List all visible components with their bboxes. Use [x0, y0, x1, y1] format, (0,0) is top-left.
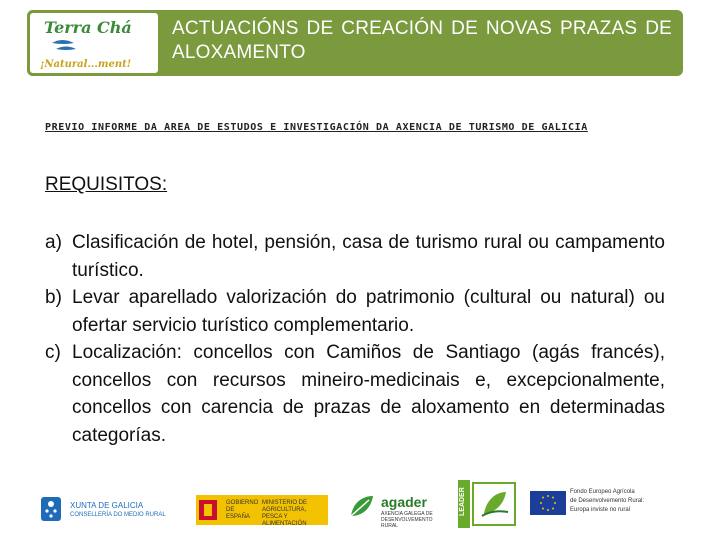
agader-logo — [347, 492, 437, 528]
list-marker: a) — [45, 232, 62, 253]
eu-line1: Fondo Europeo Agrícola — [570, 489, 635, 495]
list-item — [45, 284, 665, 339]
logo-text-bottom: ¡Natural...ment! — [40, 59, 132, 70]
terra-cha-logo-graphic — [30, 13, 158, 73]
list-item-text: Clasificación de hotel, pensión, casa de turismo rural ou campamento turístico. — [72, 232, 665, 281]
leader-logo — [458, 480, 516, 530]
agader-name: agader — [381, 494, 427, 510]
list-marker: c) — [45, 342, 61, 363]
list-item-text: Localización: concellos con Camiños de Santiago (agás francés), concellos con recursos mineiro-medicinais e, excepcionalmente, concellos con carencia de prazas de aloxamento en determinadas categorías. — [72, 342, 665, 446]
agader-sub: AXENCIA GALEGA DE DESENVOLVEMENTO RURAL — [381, 511, 433, 529]
list-item — [45, 229, 665, 284]
page-title: ACTUACIÓNS DE CREACIÓN DE NOVAS PRAZAS DE ALOXAMENTO — [172, 18, 672, 63]
footer-logos — [0, 475, 720, 535]
spain-crest-icon — [196, 495, 222, 525]
xunta-shield-icon — [37, 495, 65, 523]
agader-leaf-icon — [347, 492, 377, 522]
leader-text: LEADER — [459, 487, 466, 516]
list-item — [45, 339, 665, 449]
requisitos-list — [45, 229, 665, 449]
report-subtitle: PREVIO INFORME DA AREA DE ESTUDOS E INVESTIGACIÓN DA AXENCIA DE TURISMO DE GALICIA — [45, 122, 588, 133]
eu-flag-icon — [530, 491, 566, 515]
gobierno-line1: GOBIERNO DE ESPAÑA — [226, 500, 259, 520]
logo-text-top: Terra Chá — [44, 18, 132, 37]
list-item-text: Levar aparellado valorización do patrimonio (cultural ou natural) ou ofertar servicio turístico complementario. — [72, 287, 665, 336]
gobierno-line2: MINISTERIO DE AGRICULTURA, PESCA Y ALIMENTACIÓN — [262, 500, 308, 527]
eu-line3: Europa inviste no rural — [570, 507, 631, 513]
xunta-line1: XUNTA DE GALICIA — [70, 501, 144, 510]
terra-cha-logo — [27, 10, 161, 76]
list-marker: b) — [45, 287, 62, 308]
leader-emblem-icon — [472, 482, 516, 526]
eu-feader-logo — [530, 485, 680, 525]
requisitos-heading: REQUISITOS: — [45, 174, 168, 195]
gobierno-logo — [196, 495, 328, 525]
eu-line2: de Desenvolvemento Rural: — [570, 498, 645, 504]
xunta-logo — [37, 495, 172, 525]
xunta-line2: CONSELLERÍA DO MEDIO RURAL — [70, 512, 166, 518]
